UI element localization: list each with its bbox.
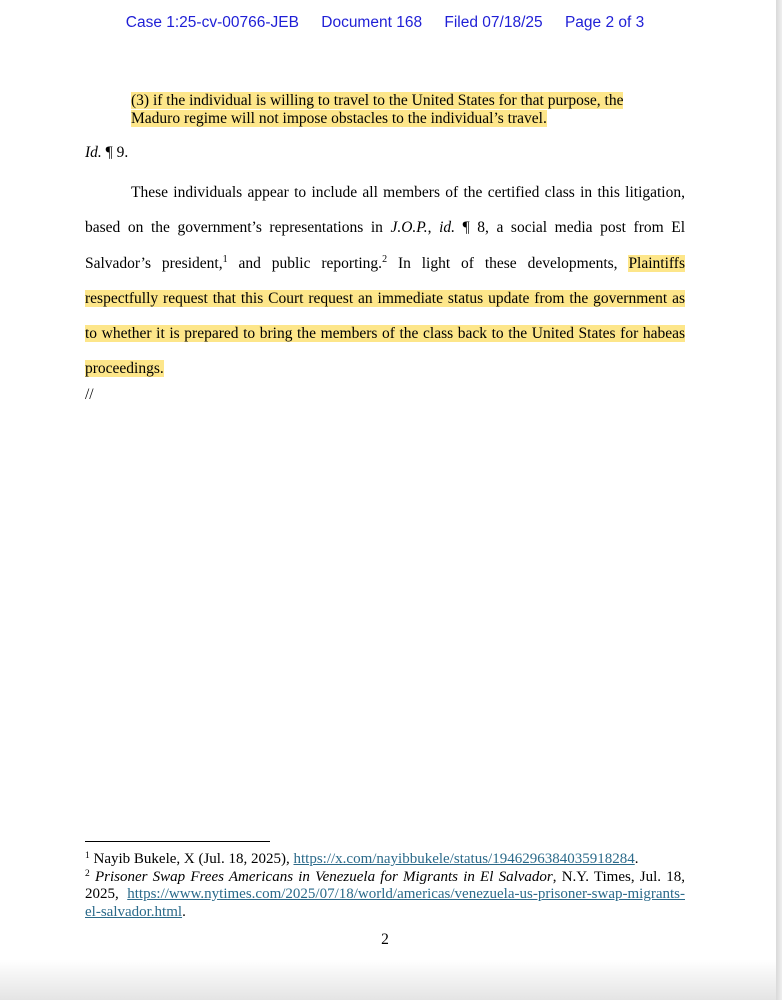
- case-name: J.O.P.: [390, 219, 428, 237]
- id-cite: id.: [439, 219, 456, 237]
- page-number: 2: [381, 931, 389, 948]
- footnotes: [85, 851, 685, 921]
- block-quote: [131, 92, 639, 128]
- filed-date: Filed 07/18/25: [444, 14, 543, 31]
- pin-cite: ¶ 9.: [101, 144, 129, 161]
- footnote-2-mark: 2: [85, 868, 90, 879]
- body-text-4: In light of these developments,: [387, 254, 629, 272]
- bottom-shadow: [0, 960, 776, 1000]
- id-signal: Id.: [85, 144, 102, 161]
- body-comma: ,: [427, 219, 440, 237]
- section-separator: //: [85, 386, 94, 403]
- footnote-divider: [85, 841, 270, 842]
- citation-line: [85, 144, 128, 162]
- footnote-ref-1[interactable]: 1: [222, 253, 228, 265]
- footnote-1-mark: 1: [85, 851, 90, 861]
- page-count: Page 2 of 3: [564, 14, 645, 31]
- highlighted-request: Plaintiffs respectfully request that this Court request an immediate status update from the government as to whether it is prepared to bring the members of the class back to the United States for habeas proceedings.: [85, 254, 685, 378]
- footnote-2-text: , N.Y. Times, Jul. 18, 2025,: [85, 868, 685, 902]
- body-paragraph: [85, 175, 685, 387]
- ecf-header: [0, 14, 770, 32]
- document-number: Document 168: [321, 14, 423, 31]
- footnote-1: [85, 851, 685, 869]
- body-text-2: ¶ 8, a social media post from El Salvador’s president,: [85, 219, 686, 272]
- body-text-3: and public reporting.: [227, 254, 383, 272]
- footnote-2-link[interactable]: https://www.nytimes.com/2025/07/18/world/americas/venezuela-us-prisoner-swap-migrants-el-salvador.html: [85, 886, 685, 920]
- footnote-1-text: Nayib Bukele, X (Jul. 18, 2025),: [89, 851, 294, 867]
- viewer-edge: [776, 0, 782, 1000]
- footnote-1-link[interactable]: https://x.com/nayibbukele/status/1946296384035918284: [293, 851, 635, 867]
- quote-text: (3) if the individual is willing to travel to the United States for that purpose, the Maduro regime will not impose obstacles to the individual’s travel.: [131, 92, 624, 127]
- case-number: Case 1:25-cv-00766-JEB: [125, 14, 299, 31]
- footnote-1-end: .: [634, 851, 639, 867]
- footnote-2-title: Prisoner Swap Frees Americans in Venezuela for Migrants in El Salvador: [94, 868, 553, 885]
- footnote-2: [85, 869, 685, 922]
- footnote-2-end: .: [182, 903, 186, 920]
- body-text-1: These individuals appear to include all members of the certified class in this litigation, based on the government’s representations in: [85, 184, 685, 237]
- footnote-ref-2[interactable]: 2: [382, 253, 388, 265]
